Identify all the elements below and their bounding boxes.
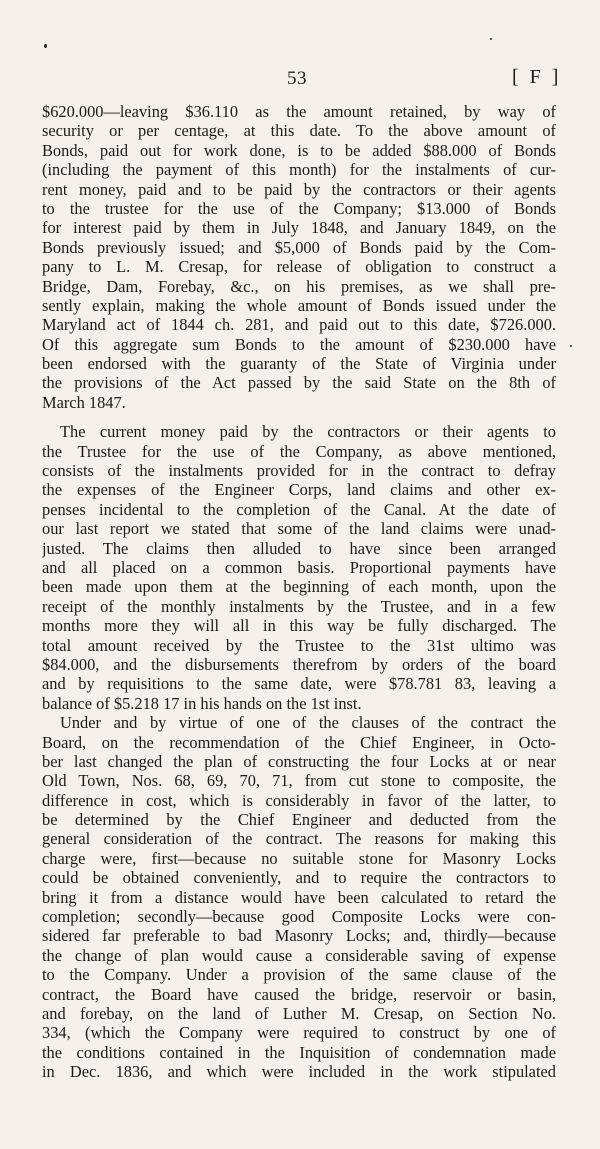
text-line: in Dec. 1836, and which were included in the work stipulated bbox=[42, 1062, 556, 1082]
text-line: general consideration of the contract. The reasons for making this bbox=[42, 829, 556, 849]
text-line: the provisions of the Act passed by the said State on the 8th of bbox=[42, 373, 556, 393]
text-line: to the trustee for the use of the Company; $13.000 of Bonds bbox=[42, 198, 556, 218]
text-line: contract, the Board have caused the bridge, reservoir or basin, bbox=[42, 984, 556, 1004]
text-line: could be obtained conveniently, and to require the contractors to bbox=[42, 868, 556, 888]
page-header bbox=[0, 64, 600, 94]
text-line: difference in cost, which is considerably in favor of the latter, to bbox=[42, 790, 556, 810]
text-line: be determined by the Chief Engineer and deducted from the bbox=[42, 810, 556, 830]
ink-speck bbox=[44, 44, 47, 48]
text-line: Bridge, Dam, Forebay, &c., on his premises, as we shall pre- bbox=[42, 276, 556, 296]
text-line: consists of the instalments provided for in the contract to defray bbox=[42, 461, 556, 481]
text-line: been endorsed with the guaranty of the State of Virginia under bbox=[42, 354, 556, 374]
text-line: Bonds, paid out for work done, is to be added $88.000 of Bonds bbox=[42, 140, 556, 160]
body-text bbox=[42, 102, 556, 1082]
paragraph bbox=[42, 713, 556, 1081]
paragraph-gap bbox=[42, 412, 556, 422]
text-line: Board, on the recommendation of the Chief Engineer, in Octo- bbox=[42, 732, 556, 752]
paragraph bbox=[42, 422, 556, 713]
text-line: penses incidental to the completion of the Canal. At the date of bbox=[42, 499, 556, 519]
text-line: Bonds previously issued; and $5,000 of Bonds paid by the Com- bbox=[42, 237, 556, 257]
text-line: Under and by virtue of one of the clauses of the contract the bbox=[60, 713, 556, 733]
ink-speck bbox=[570, 345, 572, 347]
text-line: The current money paid by the contractors or their agents to bbox=[60, 422, 556, 442]
text-line: receipt of the monthly instalments by the Trustee, and in a few bbox=[42, 596, 556, 616]
text-line: balance of $5.218 17 in his hands on the 1st inst. bbox=[42, 693, 362, 713]
text-line: justed. The claims then alluded to have since been arranged bbox=[42, 538, 556, 558]
text-line: Maryland act of 1844 ch. 281, and paid out to this date, $726.000. bbox=[42, 315, 556, 335]
text-line: been made upon them at the beginning of each month, upon the bbox=[42, 577, 556, 597]
text-line: our last report we stated that some of the land claims were unad- bbox=[42, 519, 556, 539]
text-line: the change of plan would cause a considerable saving of expense bbox=[42, 945, 556, 965]
text-line: $620.000—leaving $36.110 as the amount retained, by way of bbox=[42, 102, 556, 121]
paragraph bbox=[42, 102, 556, 412]
text-line: and all placed on a common basis. Proportional payments have bbox=[42, 557, 556, 577]
text-line: pany to L. M. Cresap, for release of obligation to construct a bbox=[42, 257, 556, 277]
text-line: (including the payment of this month) for the instalments of cur- bbox=[42, 160, 556, 180]
text-line: March 1847. bbox=[42, 392, 126, 412]
text-line: sidered far preferable to bad Masonry Locks; and, thirdly—because bbox=[42, 926, 556, 946]
text-line: total amount received by the Trustee to the 31st ultimo was bbox=[42, 635, 556, 655]
text-line: rent money, paid and to be paid by the contractors or their agents bbox=[42, 179, 556, 199]
text-line: and forebay, on the land of Luther M. Cresap, on Section No. bbox=[42, 1003, 556, 1023]
text-line: 334, (which the Company were required to construct by one of bbox=[42, 1023, 556, 1043]
text-line: security or per centage, at this date. To the above amount of bbox=[42, 121, 556, 141]
text-line: Old Town, Nos. 68, 69, 70, 71, from cut stone to composite, the bbox=[42, 771, 556, 791]
text-line: Of this aggregate sum Bonds to the amount of $230.000 have bbox=[42, 334, 556, 354]
text-line: ber last changed the plan of constructing the four Locks at or near bbox=[42, 751, 556, 771]
text-line: sently explain, making the whole amount of Bonds issued under the bbox=[42, 295, 556, 315]
text-line: the conditions contained in the Inquisition of condemnation made bbox=[42, 1042, 556, 1062]
document-mark: [ F ] bbox=[512, 66, 562, 88]
text-line: for interest paid by them in July 1848, and January 1849, on the bbox=[42, 218, 556, 238]
text-line: the Trustee for the use of the Company, as above mentioned, bbox=[42, 441, 556, 461]
text-line: bring it from a distance would have been calculated to retard the bbox=[42, 887, 556, 907]
text-line: charge were, first—because no suitable stone for Masonry Locks bbox=[42, 848, 556, 868]
page-number: 53 bbox=[287, 68, 307, 89]
ink-speck bbox=[490, 38, 492, 40]
text-line: months more they will all in this way be fully discharged. The bbox=[42, 616, 556, 636]
text-line: and by requisitions to the same date, were $78.781 83, leaving a bbox=[42, 674, 556, 694]
text-line: completion; secondly—because good Composite Locks were con- bbox=[42, 907, 556, 927]
text-line: to the Company. Under a provision of the same clause of the bbox=[42, 965, 556, 985]
text-line: $84.000, and the disbursements therefrom by orders of the board bbox=[42, 654, 556, 674]
text-line: the expenses of the Engineer Corps, land claims and other ex- bbox=[42, 480, 556, 500]
